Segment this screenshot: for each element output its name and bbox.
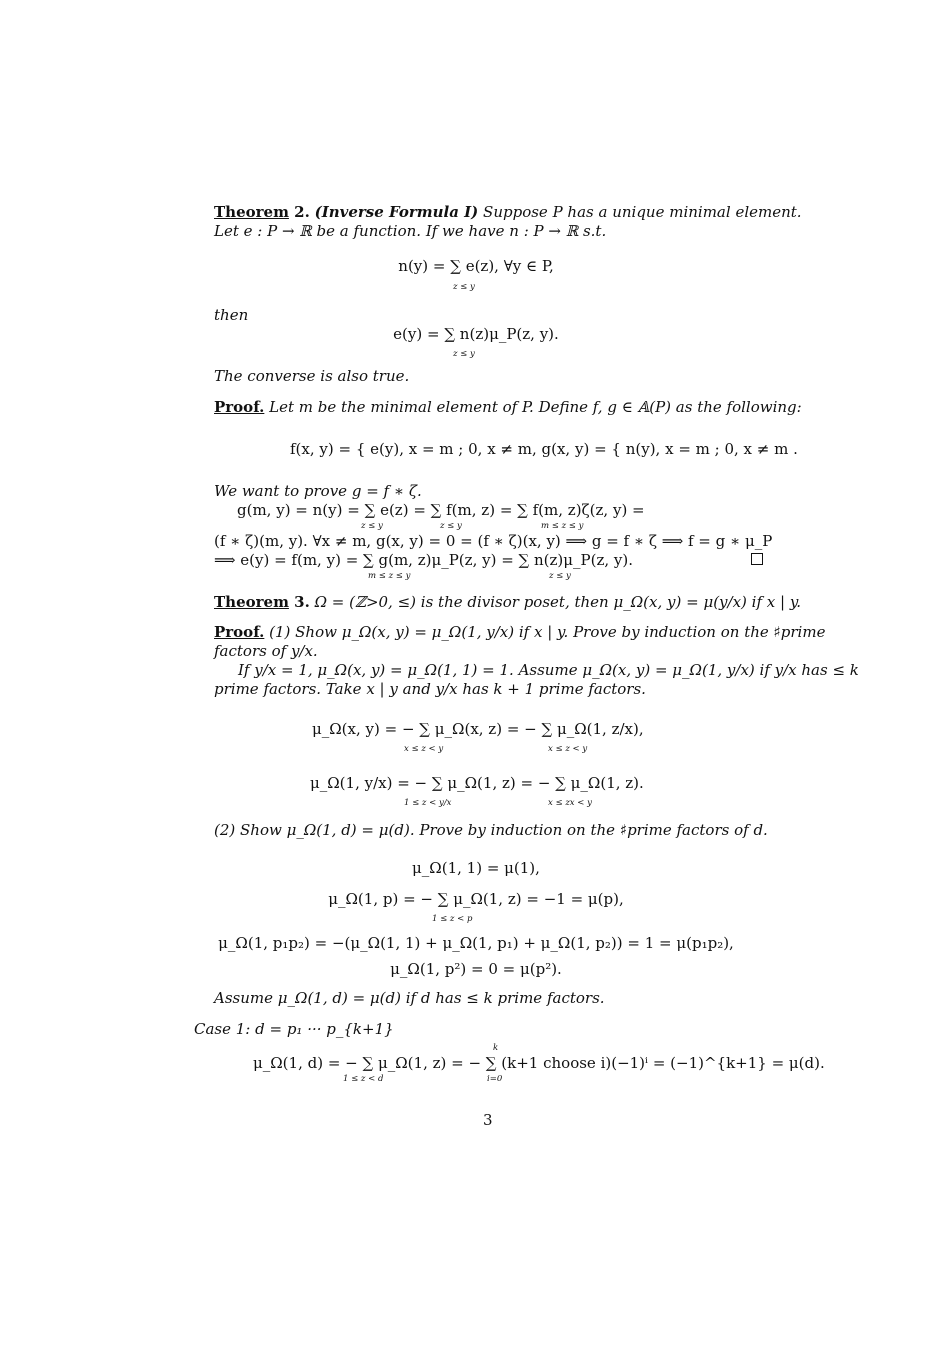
piecewise-g: , g(x, y) = { n(y), x = m ; 0, x ≠ m .	[531, 440, 798, 458]
theorem2-text-1: Suppose P has a unique minimal element.	[478, 203, 802, 221]
theorem2-label: Theorem	[214, 203, 289, 221]
theorem3-label: Theorem	[214, 593, 289, 611]
proof1-text: Let m be the minimal element of P. Define f, g ∈ 𝔸(P) as the following:	[264, 398, 802, 416]
proof2-equation-g-upper-limit: k	[493, 1043, 499, 1053]
page-number: 3	[483, 1111, 493, 1129]
proof2-part2: (2) Show μ_Ω(1, d) = μ(d). Prove by induction on the ♯prime factors of d.	[214, 821, 768, 839]
piecewise-f: f(x, y) = { e(y), x = m ; 0, x ≠ m	[290, 440, 532, 458]
theorem2-converse: The converse is also true.	[214, 367, 410, 385]
proof2-assume: Assume μ_Ω(1, d) = μ(d) if d has ≤ k prime factors.	[214, 989, 605, 1007]
proof2-equation-b-sub-1: 1 ≤ z < y/x	[404, 798, 452, 808]
theorem3-text: Ω = (ℤ>0, ≤) is the divisor poset, then μ_Ω(x, y) = μ(y/x) if x | y.	[309, 593, 802, 611]
proof2-text-1: (1) Show μ_Ω(x, y) = μ_Ω(1, y/x) if x | y. Prove by induction on the ♯prime	[264, 623, 826, 641]
proof2-equation-b: μ_Ω(1, y/x) = − ∑ μ_Ω(1, z) = − ∑ μ_Ω(1, z).	[310, 774, 644, 792]
proof1-line-a-sub-2: z ≤ y	[440, 521, 462, 531]
proof2-equation-d-sub: 1 ≤ z < p	[432, 914, 473, 924]
qed-square-icon	[751, 553, 763, 565]
proof2-equation-d: μ_Ω(1, p) = − ∑ μ_Ω(1, z) = −1 = μ(p),	[328, 890, 624, 908]
proof1-want: We want to prove g = f ∗ ζ.	[214, 482, 422, 500]
theorem2-text-2: Let e : P → ℝ be a function. If we have n : P → ℝ s.t.	[214, 222, 607, 240]
proof1-line-a: g(m, y) = n(y) = ∑ e(z) = ∑ f(m, z) = ∑ f(m, z)ζ(z, y) =	[237, 501, 645, 519]
theorem2-heading-line	[214, 203, 802, 221]
proof1-line-a-sub-1: z ≤ y	[361, 521, 383, 531]
theorem2-equation-2: e(y) = ∑ n(z)μ_P(z, y).	[393, 325, 559, 343]
theorem2-equation-1-subscript: z ≤ y	[453, 282, 475, 292]
proof2-equation-e: μ_Ω(1, p₁p₂) = −(μ_Ω(1, 1) + μ_Ω(1, p₁) + μ_Ω(1, p₂)) = 1 = μ(p₁p₂),	[218, 934, 734, 952]
proof2-line-1	[214, 623, 825, 641]
proof2-text-3: If y/x = 1, μ_Ω(x, y) = μ_Ω(1, 1) = 1. Assume μ_Ω(x, y) = μ_Ω(1, y/x) if y/x has ≤ k	[238, 661, 859, 679]
proof2-equation-a: μ_Ω(x, y) = − ∑ μ_Ω(x, z) = − ∑ μ_Ω(1, z/x),	[312, 720, 644, 738]
theorem2-equation-2-subscript: z ≤ y	[453, 349, 475, 359]
proof2-equation-g: μ_Ω(1, d) = − ∑ μ_Ω(1, z) = − ∑ (k+1 choose i)(−1)ⁱ = (−1)^{k+1} = μ(d).	[253, 1054, 825, 1072]
proof2-equation-g-sub-2: i=0	[487, 1074, 503, 1084]
theorem2-then: then	[214, 306, 249, 324]
proof2-equation-c: μ_Ω(1, 1) = μ(1),	[412, 859, 540, 877]
theorem3-line	[214, 593, 801, 611]
proof2-label: Proof.	[214, 623, 265, 641]
proof1-line-a-sub-3: m ≤ z ≤ y	[541, 521, 584, 531]
proof2-equation-a-sub-1: x ≤ z < y	[404, 744, 444, 754]
proof2-equation-g-sub-1: 1 ≤ z < d	[343, 1074, 384, 1084]
theorem3-number: 3.	[288, 593, 310, 611]
proof2-equation-b-sub-2: x ≤ zx < y	[548, 798, 592, 808]
theorem2-name: (Inverse Formula I)	[314, 203, 479, 221]
proof2-equation-a-sub-2: x ≤ z < y	[548, 744, 588, 754]
proof2-equation-f: μ_Ω(1, p²) = 0 = μ(p²).	[390, 960, 562, 978]
proof1-line-c-sub-1: m ≤ z ≤ y	[368, 571, 411, 581]
theorem2-equation-1: n(y) = ∑ e(z), ∀y ∈ P,	[398, 257, 554, 275]
proof2-text-2: factors of y/x.	[214, 642, 318, 660]
proof1-piecewise	[290, 440, 798, 458]
proof2-case1: Case 1: d = p₁ ··· p_{k+1}	[194, 1020, 394, 1038]
proof2-text-4: prime factors. Take x | y and y/x has k + 1 prime factors.	[214, 680, 646, 698]
proof1-line-c-sub-2: z ≤ y	[549, 571, 571, 581]
proof1-line-c: ⟹ e(y) = f(m, y) = ∑ g(m, z)μ_P(z, y) = ∑ n(z)μ_P(z, y).	[214, 551, 634, 569]
theorem2-number: 2.	[288, 203, 310, 221]
proof1-line-b: (f ∗ ζ)(m, y). ∀x ≠ m, g(x, y) = 0 = (f ∗ ζ)(x, y) ⟹ g = f ∗ ζ ⟹ f = g ∗ μ_P	[214, 532, 773, 550]
proof1-line	[214, 398, 802, 416]
proof1-label: Proof.	[214, 398, 265, 416]
